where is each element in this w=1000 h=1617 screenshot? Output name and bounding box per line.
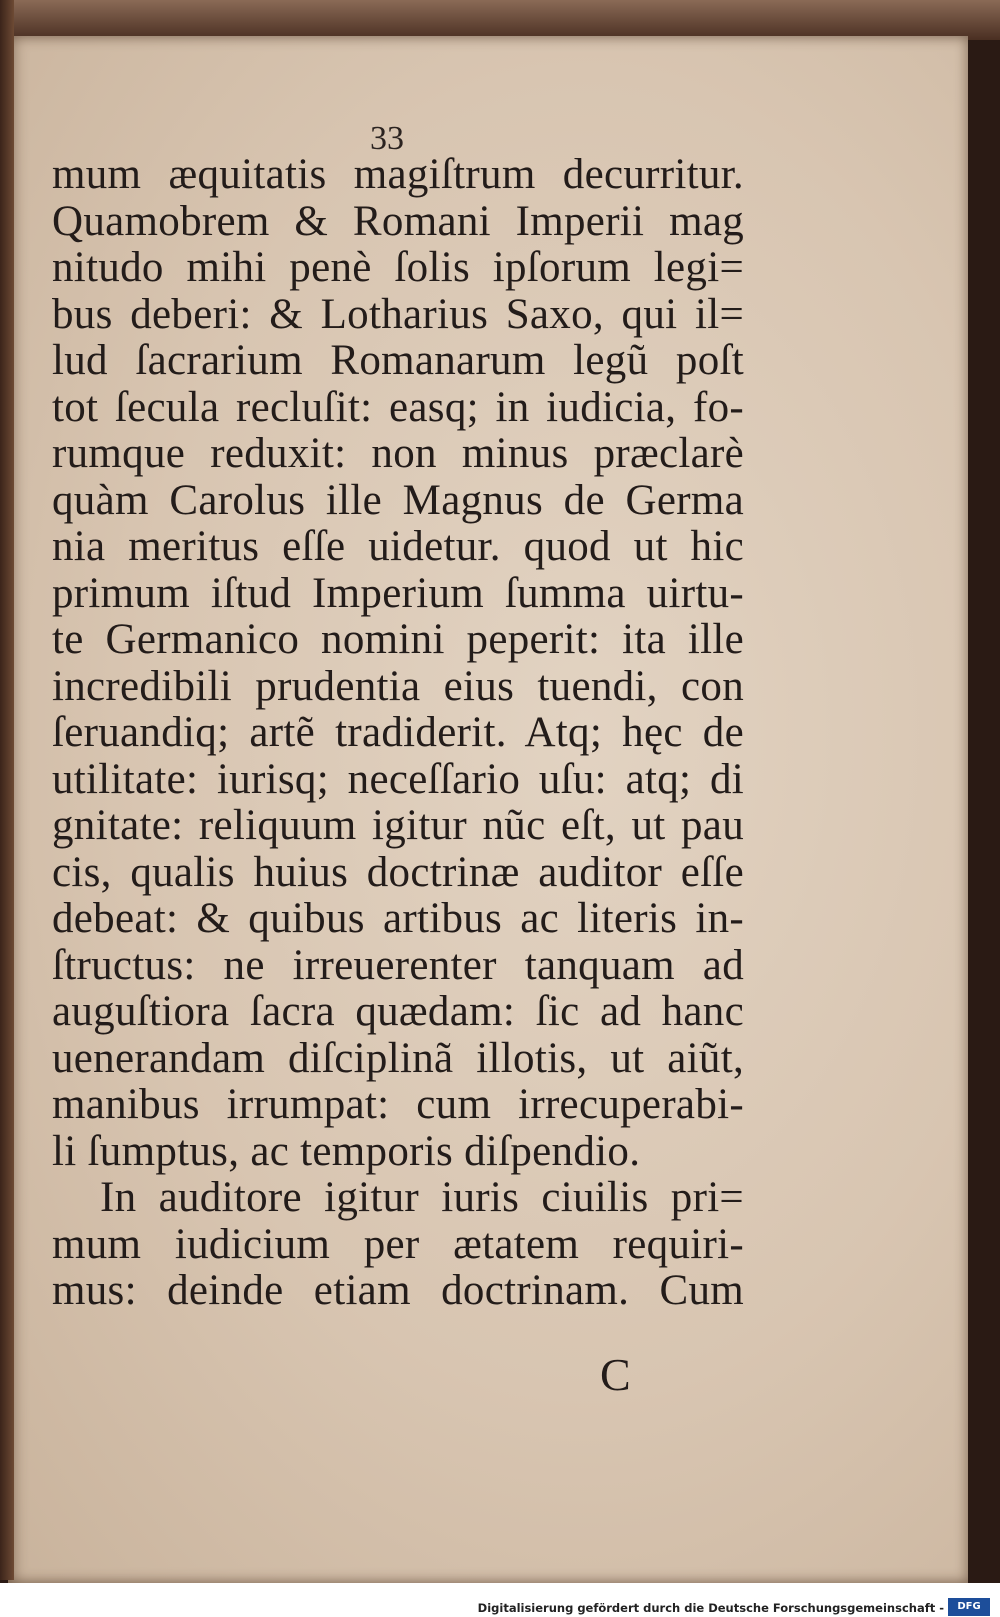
catchword: C (600, 1349, 631, 1400)
text-line: te Germanico nomini peperit: ita ille (52, 616, 744, 663)
text-line: manibus irrumpat: cum irrecuperabi- (52, 1081, 744, 1128)
text-line: rumque reduxit: non minus præclarè (52, 430, 744, 477)
text-line: primum iſtud Imperium ſumma uirtu- (52, 569, 744, 617)
text-line: mum iudicium per ætatem requiri- (52, 1220, 744, 1268)
text-line: auguſtiora ſacra quædam: ſic ad hanc (52, 988, 744, 1035)
page-text (52, 152, 744, 1315)
text-line: tot ſecula recluſit: easq; in iudicia, fo- (52, 383, 744, 431)
text-line: uenerandam diſciplinã illotis, ut aiũt, (52, 1034, 744, 1082)
text-line: nitudo mihi penè ſolis ipſorum legi= (52, 244, 744, 291)
text-line: utilitate: iurisq; neceſſario uſu: atq; di (52, 755, 744, 803)
text-line: debeat: & quibus artibus ac literis in- (52, 895, 744, 942)
text-line: quàm Carolus ille Magnus de Germa (52, 476, 744, 524)
dfg-logo[interactable]: DFG (948, 1598, 990, 1616)
text-line: nia meritus eſſe uidetur. quod ut hic (52, 523, 744, 570)
page-number: 33 (370, 120, 404, 157)
text-line: bus deberi: & Lotharius Saxo, qui il= (52, 290, 744, 338)
text-line: ſeruandiq; artẽ tradiderit. Atq; hęc de (52, 709, 744, 756)
text-line: Quamobrem & Romani Imperii mag (52, 197, 744, 245)
book-top-edge (0, 0, 1000, 40)
page-gutter (0, 0, 14, 1580)
text-line: incredibili prudentia eius tuendi, con (52, 662, 744, 710)
text-line: In auditore igitur iuris ciuilis pri= (100, 1174, 744, 1221)
text-line: mus: deinde etiam doctrinam. Cum (52, 1267, 744, 1314)
text-line: mum æquitatis magiſtrum decurritur. (52, 151, 744, 198)
funding-credit: Digitalisierung gefördert durch die Deutsche Forschungsgemeinschaft - (477, 1601, 944, 1615)
text-line: gnitate: reliquum igitur nũc eſt, ut pau (52, 802, 744, 849)
text-line: cis, qualis huius doctrinæ auditor eſſe (52, 848, 744, 896)
text-line: li ſumptus, ac temporis diſpendio. (52, 1127, 641, 1175)
text-line: lud ſacrarium Romanarum legũ poſt (52, 337, 744, 384)
text-line: ſtructus: ne irreuerenter tanquam ad (52, 941, 744, 989)
